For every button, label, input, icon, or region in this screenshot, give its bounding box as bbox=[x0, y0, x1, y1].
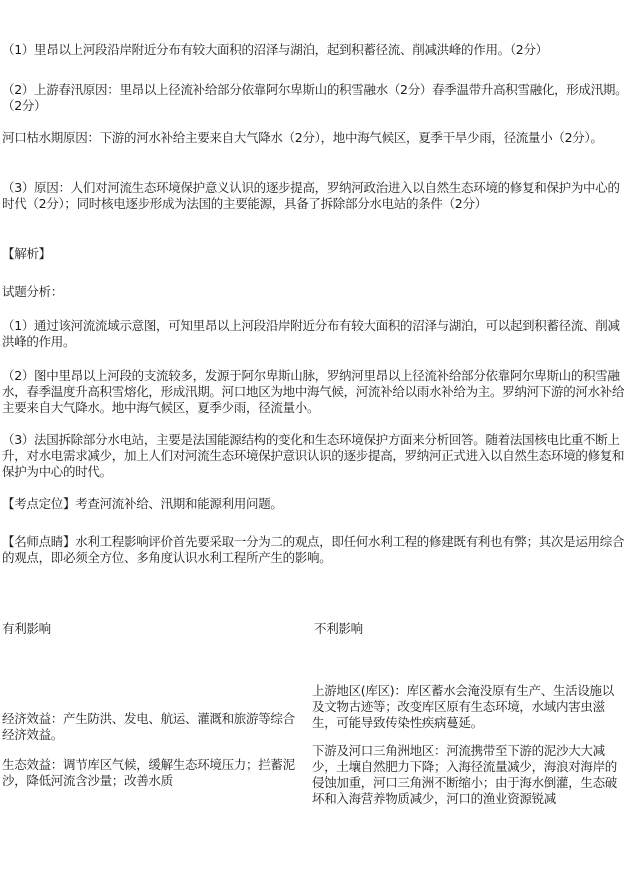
analysis-paragraph-2: （2）图中里昂以上河段的支流较多，发源于阿尔卑斯山脉，罗纳河里昂以上径流补给部分依靠阿尔卑斯山的积雪融水，春季温度升高积雪熔化，形成汛期。河口地区为地中海气候，河流补给以雨水补给为主。罗纳河下游的河水补给主要来自大气降水。地中海气候区，夏季少雨，径流量小。 bbox=[2, 368, 625, 415]
analysis-subtitle: 试题分析： bbox=[2, 284, 64, 299]
answer-4: （3）原因：人们对河流生态环境保护意义认识的逐步提高，罗纳河政治进入以自然生态环境的修复和保护为中心的时代（2分）；同时核电逐步形成为法国的主要能源，具备了拆除部分水电站的条件（2分） bbox=[2, 180, 620, 211]
answer-1: （1）里昂以上河段沿岸附近分布有较大面积的沼泽与湖泊，起到积蓄径流、削减洪峰的作用。（2分） bbox=[2, 42, 548, 57]
unfavorable-header: 不利影响 bbox=[314, 621, 363, 636]
unfavorable-upstream: 上游地区(库区)：库区蓄水会淹没原有生产、生活设施以及文物古迹等；改变库区原有生态环境，水域内害虫滋生，可能导致传染性疾病蔓延。 bbox=[312, 683, 614, 730]
analysis-paragraph-3: （3）法国拆除部分水电站，主要是法国能源结构的变化和生态环境保护方面来分析回答。随着法国核电比重不断上升，对水电需求减少，加上人们对河流生态环境保护意识认识的逐步提高，罗纳河正式进入以自然生态环境的修复和保护为中心的时代。 bbox=[2, 432, 625, 479]
unfavorable-downstream: 下游及河口三角洲地区：河流携带至下游的泥沙大大减少，土壤自然肥力下降；入海径流量减少，海浪对海岸的侵蚀加重，河口三角洲不断缩小；由于海水倒灌，生态破坏和入海营养物质减少，河口的渔业资源锐减 bbox=[312, 743, 618, 806]
analysis-heading: 【解析】 bbox=[2, 246, 51, 261]
analysis-paragraph-1: （1）通过该河流流域示意图，可知里昂以上河段沿岸附近分布有较大面积的沼泽与湖泊，可以起到积蓄径流、削减洪峰的作用。 bbox=[2, 318, 620, 349]
kaodian-line: 【考点定位】考查河流补给、汛期和能源利用问题。 bbox=[2, 496, 283, 511]
answer-3: 河口枯水期原因：下游的河水补给主要来自大气降水（2分），地中海气候区，夏季干旱少雨，径流量小（2分）。 bbox=[2, 130, 603, 145]
favorable-economic: 经济效益：产生防洪、发电、航运、灌溉和旅游等综合经济效益。 bbox=[2, 711, 295, 742]
answer-2: （2）上游春汛原因：里昂以上径流补给部分依靠阿尔卑斯山的积雪融水（2分）春季温带升高积雪融化，形成汛期。（2分） bbox=[2, 82, 628, 113]
mingshi-line: 【名师点睛】水利工程影响评价首先要采取一分为二的观点，即任何水利工程的修建既有利也有弊；其次是运用综合的观点，即必须全方位、多角度认识水利工程所产生的影响。 bbox=[2, 534, 625, 565]
favorable-ecological: 生态效益：调节库区气候，缓解生态环境压力；拦蓄泥沙，降低河流含沙量；改善水质 bbox=[2, 757, 295, 788]
favorable-header: 有利影响 bbox=[2, 621, 51, 636]
